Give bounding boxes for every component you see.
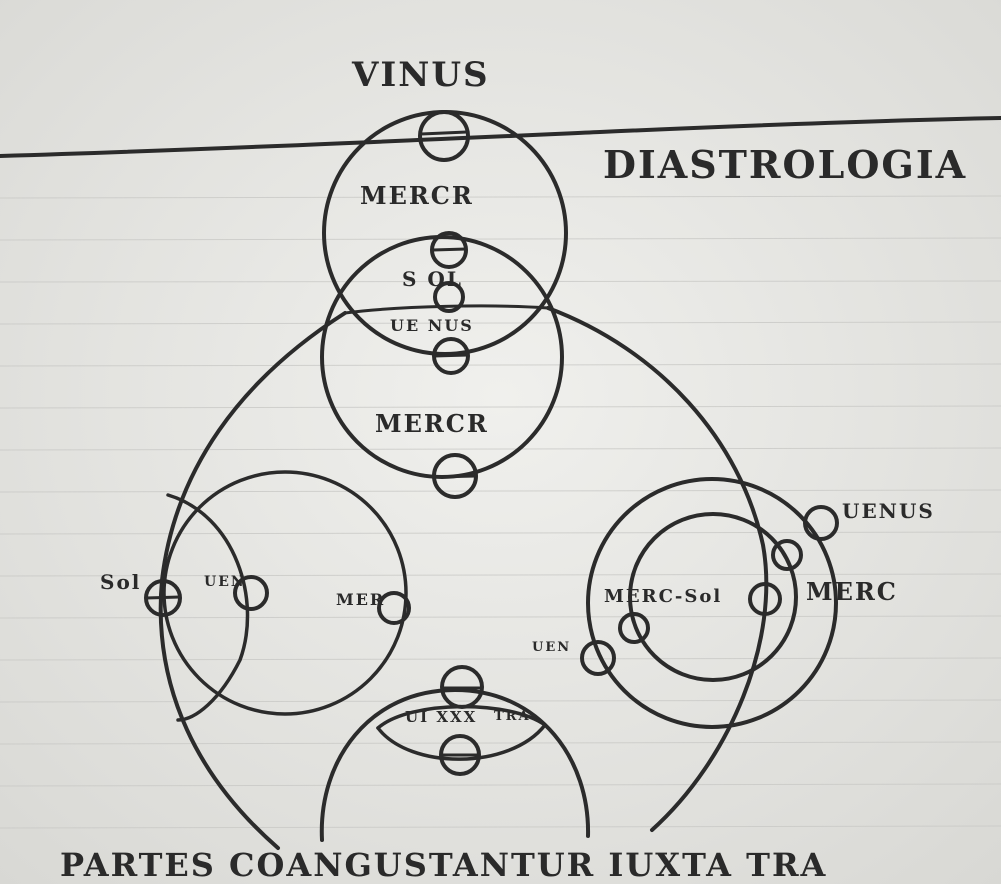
label-right-venus-lower: UEN [532, 640, 572, 655]
planet-circle-top-chord [421, 132, 467, 134]
label-sol-center: S OL [402, 267, 463, 291]
label-left-sol: Sol [100, 570, 142, 594]
label-bottom-center-right: TRA [494, 709, 531, 724]
label-right-mercury-sol: MERC-Sol [604, 586, 723, 607]
label-heading: DIASTROLOGIA [603, 142, 968, 187]
planet-circle-lower-inner-chord [434, 355, 468, 356]
label-venus-center: UE NUS [390, 316, 474, 335]
planet-circle-bottom-chord [434, 476, 476, 477]
label-left-mercury: MER [336, 590, 386, 609]
label-right-venus: UENUS [842, 499, 935, 523]
label-mercury-lower: MERCR [375, 409, 489, 438]
label-left-venus: UEN [204, 574, 246, 590]
label-caption: PARTES COANGUSTANTUR IUXTA TRA [60, 846, 828, 884]
label-top-venus: VINUS [352, 55, 490, 95]
left-planet-sol-chord [146, 597, 180, 598]
label-bottom-center: UI XXX [405, 708, 478, 726]
label-mercury-upper: MERCR [360, 181, 474, 210]
planet-circle-upper-inner-chord [433, 249, 466, 250]
label-right-mercury: MERC [806, 577, 898, 606]
